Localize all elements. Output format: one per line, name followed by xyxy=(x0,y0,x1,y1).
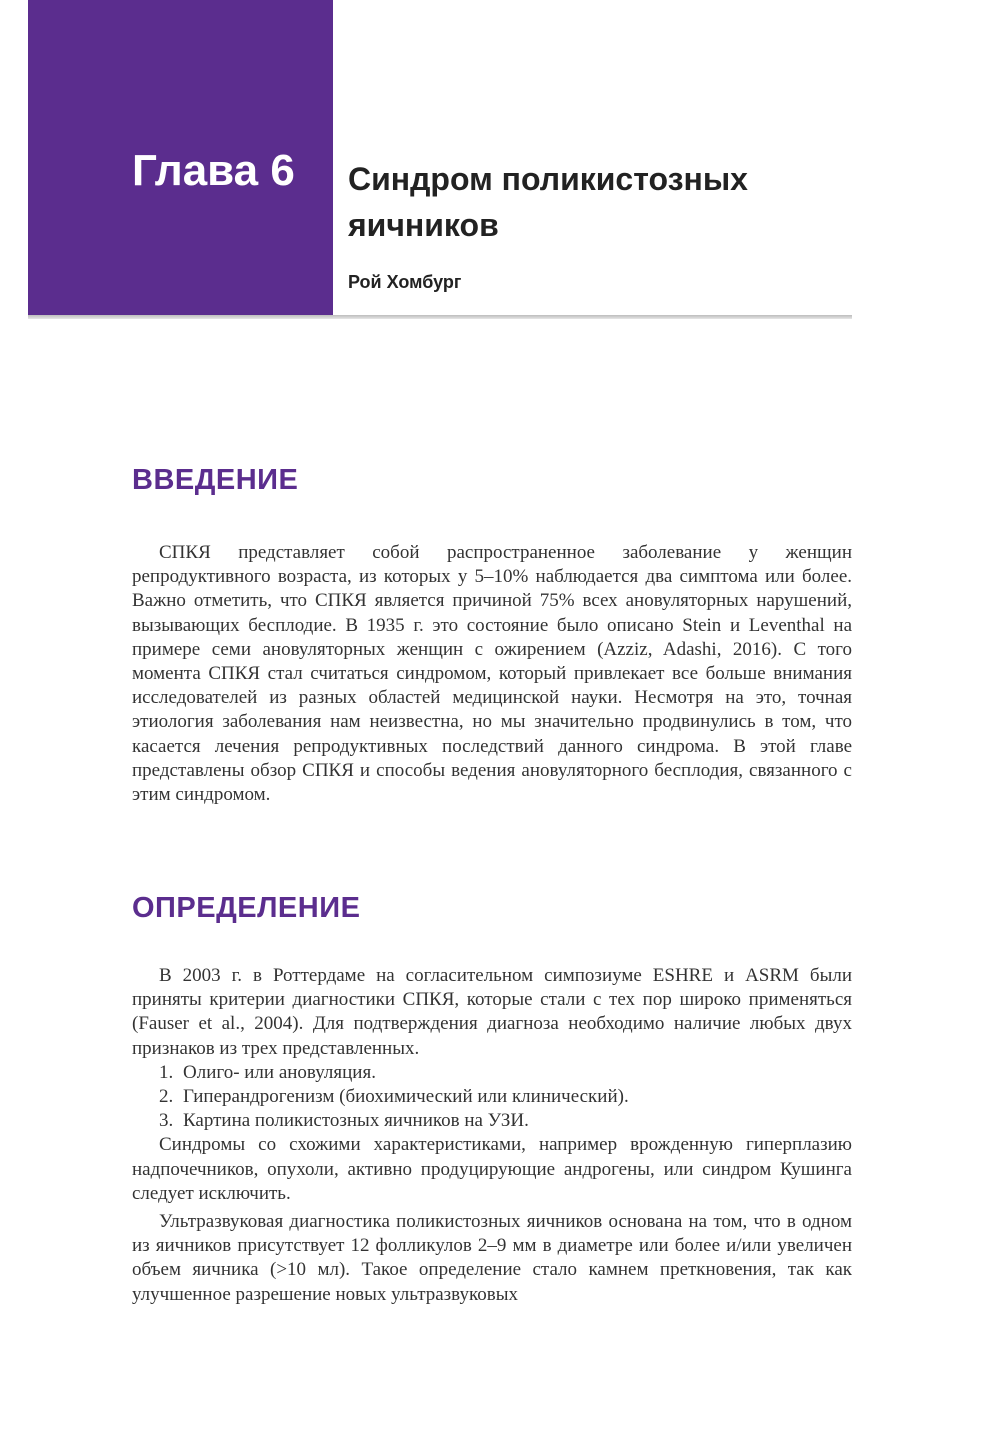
section-body-definition xyxy=(132,964,852,1307)
list-item xyxy=(132,1061,852,1085)
list-item-text: Картина поликистозных яичников на УЗИ. xyxy=(183,1110,529,1132)
chapter-number: Глава 6 xyxy=(132,146,295,195)
section-body-intro xyxy=(132,541,852,807)
section-heading-intro: ВВЕДЕНИЕ xyxy=(132,464,299,496)
section-heading-definition: ОПРЕДЕЛЕНИЕ xyxy=(132,892,361,924)
list-item-text: Олиго- или ановуляция. xyxy=(183,1061,376,1083)
list-item xyxy=(132,1109,852,1133)
criteria-list xyxy=(132,1061,852,1134)
list-item-text: Гиперандрогенизм (биохимический или клинический). xyxy=(183,1086,629,1108)
list-item-number: 3. xyxy=(159,1110,174,1132)
chapter-author: Рой Хомбург xyxy=(348,272,462,292)
list-item-number: 2. xyxy=(159,1086,174,1108)
chapter-title: Синдром поликистозных яичников xyxy=(348,161,748,243)
definition-paragraph-1: В 2003 г. в Роттердаме на согласительном симпозиуме ESHRE и ASRM были приняты критерии диагностики СПКЯ, которые стали с тех пор широко применяться (Fauser et al., 2004). Для подтверждения диагноза необходимо наличие любых двух признаков из трех представленных. xyxy=(132,965,852,1059)
definition-paragraph-3: Ультразвуковая диагностика поликистозных яичников основана на том, что в одном из яичников присутствует 12 фолликулов 2–9 мм в диаметре или более и/или увеличен объем яичника (>10 мл). Такое определение стало камнем преткновения, так как улучшенное разрешение новых ультразвуковых xyxy=(132,1211,852,1305)
definition-paragraph-2: Синдромы со схожими характеристиками, например врожденную гиперплазию надпочечников, опухоли, активно продуцирующие андрогены, или синдром Кушинга следует исключить. xyxy=(132,1134,852,1204)
list-item xyxy=(132,1085,852,1109)
header-divider xyxy=(28,315,852,319)
intro-paragraph: СПКЯ представляет собой распространенное заболевание у женщин репродуктивного возраста, из которых у 5–10% наблюдается два симптома или более. Важно отметить, что СПКЯ является причиной 75% всех ановуляторных нарушений, вызывающих бесплодие. В 1935 г. это состояние было описано Stein и Leventhal на примере семи ановуляторных женщин с ожирением (Azziz, Adashi, 2016). С того момента СПКЯ стал считаться синдромом, который привлекает все больше внимания исследователей из разных областей медицинской науки. Несмотря на это, точная этиология заболевания нам неизвестна, но мы значительно продвинулись в том, что касается лечения репродуктивных последствий данного синдрома. В этой главе представлены обзор СПКЯ и способы ведения ановуляторного бесплодия, связанного с этим синдромом. xyxy=(132,542,852,806)
list-item-number: 1. xyxy=(159,1061,174,1083)
